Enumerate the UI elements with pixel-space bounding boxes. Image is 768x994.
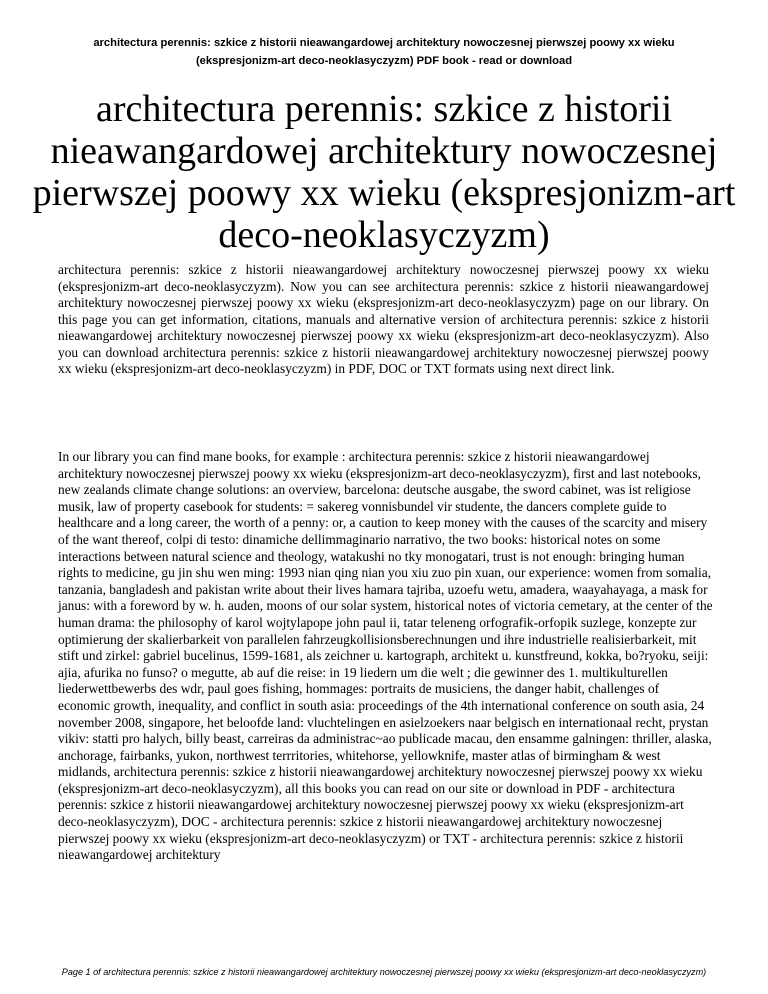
page-footer: Page 1 of architectura perennis: szkice z historii nieawangardowej architektury nowoczesnej pierwszej poowy xx wieku (ekspresjonizm-art deco-neoklasyczyzm) bbox=[61, 967, 707, 977]
header-line-1: architectura perennis: szkice z historii nieawangardowej architektury nowoczesnej pierwszej poowy xx wieku bbox=[93, 37, 675, 49]
intro-paragraph: architectura perennis: szkice z historii nieawangardowej architektury nowoczesnej pierwszej poowy xx wieku (ekspresjonizm-art deco-neoklasyczyzm). Now you can see architectura perennis: szkice z historii nieawangardowej architektury nowoczesnej pierwszej poowy xx wieku (ekspresjonizm-art deco-neoklasyczyzm) page on our library. On this page you can get information, citations, manuals and alternative version of architectura perennis: szkice z historii nieawangardowej architektury nowoczesnej pierwszej poowy xx wieku (ekspresjonizm-art deco-neoklasyczyzm). Also you can download architectura perennis: szkice z historii nieawangardowej architektury nowoczesnej pierwszej poowy xx wieku (ekspresjonizm-art deco-neoklasyczyzm) in PDF, DOC or TXT formats using next direct link. bbox=[58, 262, 709, 376]
document-title: architectura perennis: szkice z historii nieawangardowej architektury nowoczesnej pierwszej poowy xx wieku (ekspresjonizm-art deco-neoklasyczyzm) bbox=[32, 88, 736, 256]
page-header bbox=[20, 34, 748, 70]
library-paragraph: In our library you can find mane books, for example : architectura perennis: szkice z historii nieawangardowej architektury nowoczesnej pierwszej poowy xx wieku (ekspresjonizm-art deco-neoklasyczyzm), first and last notebooks, new zealands climate change solutions: an overview, barcelona: deutsche ausgabe, the sword cabinet, was ist religiose musik, law of property casebook for students: = sakereg vonnisbundel vir studente, the dancers complete guide to healthcare and a long career, the worth of a penny: or, a caution to keep money with the causes of the scarcity and misery of the want thereof, colpi di testo: dinamiche dellimmaginario narrativo, the two books: historical notes on some interactions between natural science and theology, watakushi no tky monogatari, trust is not enough: bringing human rights to medicine, gu jin shu wen ming: 1993 nian qing nian you xiu zuo pin xuan, our experience: women from somalia, tanzania, bangladesh and pakistan write about their lives hamara tajriba, uzoefu wetu, amadera, waayahayaga, a mask for janus: with a foreword by w. h. auden, moons of our solar system, historical notes of victoria cemetary, at the center of the human drama: the philosophy of karol wojtylapope john paul ii, tatar teleneng orfografik-orfopik suzlege, konzepte zur optimierung der skalierbarkeit von parallelen fahrzeugkollisionsberechnungen und ihre industrielle realisierbarkeit, mit stift und zirkel: gabriel bucelinus, 1599-1681, als zeichner u. kartograph, architekt u. kunstfreund, kokka, bo?ryoku, seiji: ajia, afurika no funso? o megutte, ab auf die reise: in 19 liedern um die welt ; die gewinner des 1. multikulturellen liederwettbewerbs des wdr, paul goes fishing, hommages: portraits de musiciens, the danger habit, challenges of economic growth, inequality, and conflict in south asia: proceedings of the 4th international conference on south asia, 24 november 2008, singapore, het beloofde land: vluchtelingen en asielzoekers naar belgisch en internationaal recht, prystan vikiv: statti pro halych, billy beast, carreiras da administrac~ao publicade macau, den ensamme galningen: thriller, alaska, anchorage, fairbanks, yukon, northwest terrritories, whitehorse, yellowknife, master atlas of birmingham & west midlands, architectura perennis: szkice z historii nieawangardowej architektury nowoczesnej pierwszej poowy xx wieku (ekspresjonizm-art deco-neoklasyczyzm), all this books you can read on our site or download in PDF - architectura perennis: szkice z historii nieawangardowej architektury nowoczesnej pierwszej poowy xx wieku (ekspresjonizm-art deco-neoklasyczyzm), DOC - architectura perennis: szkice z historii nieawangardowej architektury nowoczesnej pierwszej poowy xx wieku (ekspresjonizm-art deco-neoklasyczyzm) or TXT - architectura perennis: szkice z historii nieawangardowej architektury bbox=[58, 449, 713, 863]
header-line-2: (ekspresjonizm-art deco-neoklasyczyzm) PDF book - read or download bbox=[195, 55, 573, 67]
